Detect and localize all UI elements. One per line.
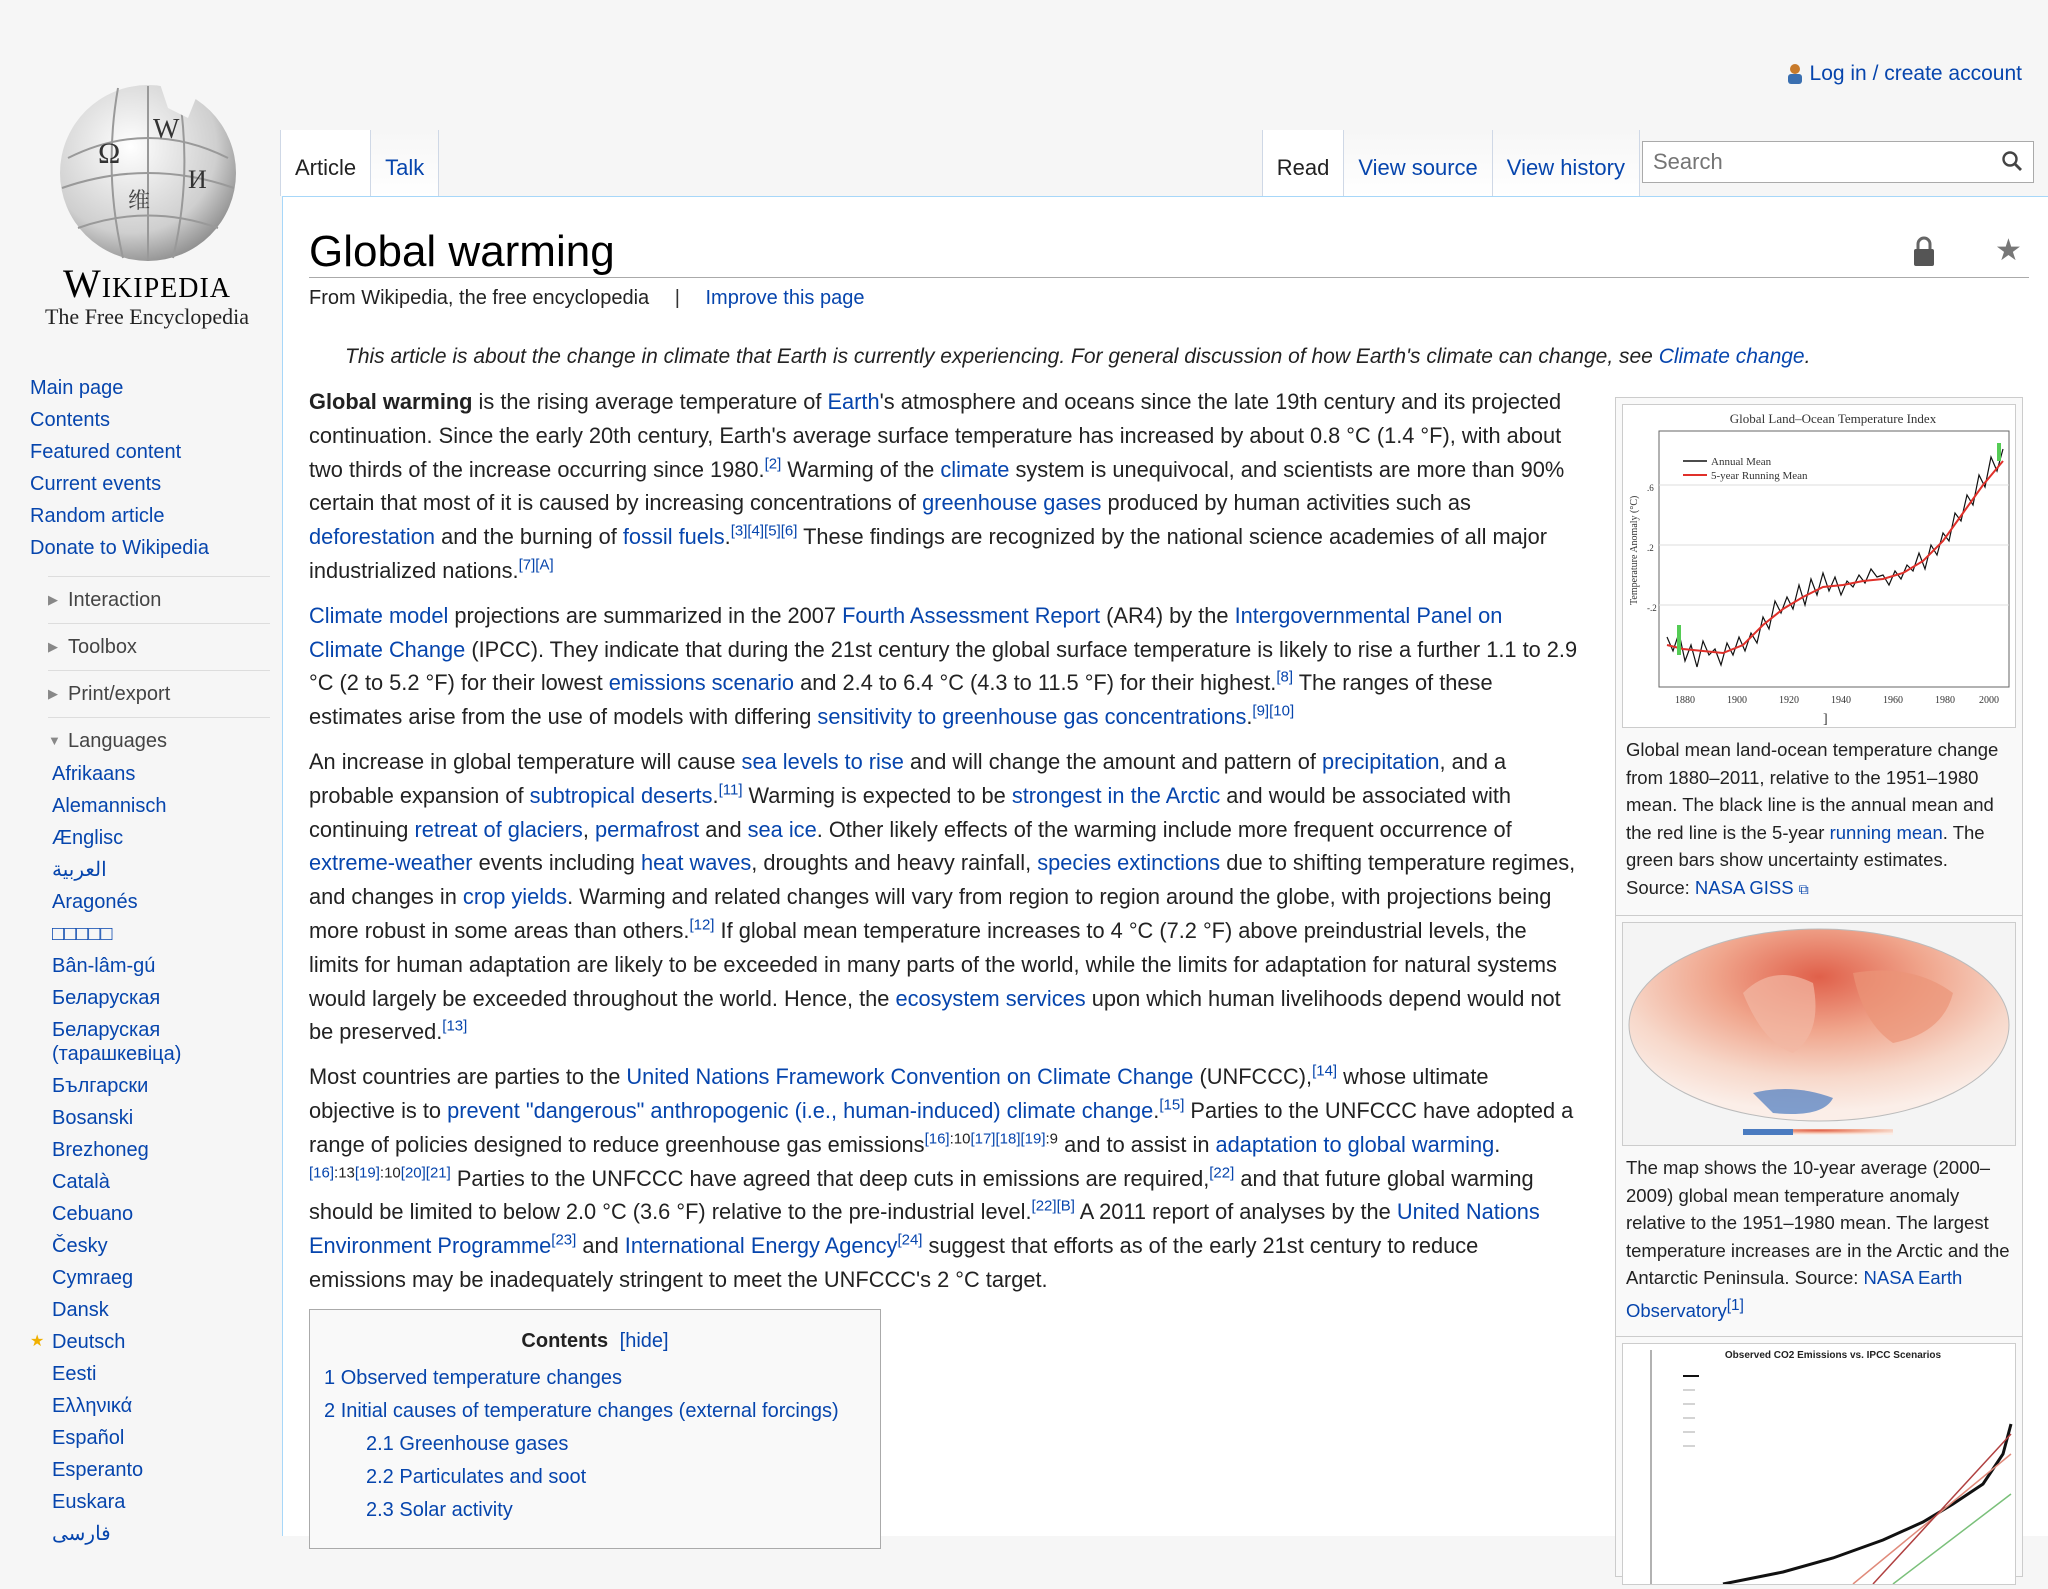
svg-text:.2: .2 bbox=[1647, 543, 1654, 553]
language-item-featured bbox=[30, 1326, 270, 1358]
sidebar bbox=[30, 372, 270, 1550]
tab-talk[interactable]: Talk bbox=[371, 130, 439, 196]
language-link[interactable]: فارسی bbox=[52, 1523, 111, 1545]
login-link[interactable]: Log in / create account bbox=[1809, 62, 2022, 85]
chevron-right-icon: ▶ bbox=[48, 639, 58, 654]
content-area bbox=[282, 196, 2048, 1536]
language-link[interactable]: Bosanski bbox=[52, 1107, 134, 1129]
hatnote bbox=[345, 345, 1810, 369]
toc-title: Contents bbox=[521, 1330, 609, 1352]
ref-link[interactable]: [1] bbox=[1726, 1296, 1744, 1314]
language-link[interactable]: Brezhoneg bbox=[52, 1139, 149, 1161]
hatnote-link[interactable]: Climate change bbox=[1658, 345, 1805, 368]
article-body bbox=[309, 385, 1579, 1308]
ref-link[interactable]: [20][21] bbox=[400, 1164, 451, 1182]
language-link[interactable]: Ελληνικά bbox=[52, 1395, 133, 1417]
link-greenhouse-gases[interactable]: greenhouse gases bbox=[922, 490, 1102, 516]
toc-text: Greenhouse gases bbox=[399, 1433, 569, 1455]
link-subtropical-deserts[interactable]: subtropical deserts bbox=[529, 782, 713, 808]
toc-number: 2 bbox=[324, 1400, 336, 1422]
portlet-languages[interactable] bbox=[48, 717, 270, 758]
wikipedia-logo[interactable] bbox=[28, 78, 258, 338]
thumb-caption-map bbox=[1622, 1146, 2016, 1330]
link-extreme-weather[interactable]: extreme-weather bbox=[309, 850, 473, 876]
toc-item[interactable] bbox=[310, 1428, 880, 1461]
tab-article[interactable]: Article bbox=[280, 130, 371, 196]
ref-link[interactable]: [9][10] bbox=[1252, 702, 1295, 720]
link-ecosystem-services[interactable]: ecosystem services bbox=[895, 985, 1086, 1011]
toc-number: 2.1 bbox=[366, 1433, 394, 1455]
logo-wordmark: Wikipedia bbox=[62, 261, 232, 306]
svg-text:.6: .6 bbox=[1647, 483, 1654, 493]
paragraph-3: An increase in global temperature will cause sea levels to rise and will change the amount and pattern of precipitation, and a probable expansion of subtropical deserts.[11] Warming is expected to be strongest in the Arctic and would be associated with continuing retreat of glaciers, permafrost and sea ice. Other likely effects of the warming include more frequent occurrence of extreme-weather events including heat waves, droughts and heavy rainfall, species extinctions due to shifting temperature regimes, and changes in crop yields. Warming and related changes will vary from region to region around the globe, with projections being more robust in some areas than others.[12] If global mean temperature increases to 4 °C (7.2 °F) above preindustrial levels, the limits for human adaptation are likely to be exceeded in many parts of the world, while the limits for adaptation for natural systems would largely be exceeded throughout the world. Hence, the ecosystem services upon which human livelihoods depend would not be preserved.[13] bbox=[309, 748, 1576, 1045]
ref-link[interactable]: [23] bbox=[551, 1231, 577, 1249]
temperature-chart-title: Global Land–Ocean Temperature Index bbox=[1729, 411, 1937, 426]
caption-text: The map shows the 10-year average (2000–2009) global mean temperature anomaly relative to the 1951–1980 mean. The largest temperature increases are in the Arctic and the Antarctic Peninsula. Source: bbox=[1626, 1157, 2010, 1288]
link-crop-yields[interactable]: crop yields bbox=[462, 884, 568, 910]
view-tabs bbox=[1262, 130, 1640, 196]
link-climate[interactable]: climate bbox=[940, 456, 1010, 482]
svg-text:И: И bbox=[188, 165, 207, 194]
ref-link[interactable]: [22] bbox=[1209, 1164, 1235, 1182]
co2-chart-image[interactable] bbox=[1622, 1343, 2016, 1585]
portlet-interaction[interactable] bbox=[48, 576, 270, 623]
thumb-temperature-index bbox=[1615, 397, 2023, 916]
svg-text:]: ] bbox=[1823, 712, 1828, 725]
hatnote-text: This article is about the change in climate that Earth is currently experiencing. For general discussion of how Earth's climate can change, see bbox=[345, 345, 1659, 368]
link-climate-model[interactable]: Climate model bbox=[309, 602, 449, 628]
featured-star-icon: ★ bbox=[30, 1333, 45, 1350]
search-input[interactable] bbox=[1651, 142, 1985, 182]
language-link[interactable]: Español bbox=[52, 1427, 125, 1449]
thumb-temperature-map bbox=[1615, 916, 2023, 1337]
ref-link[interactable]: [2] bbox=[764, 455, 782, 473]
co2-chart-title: Observed CO2 Emissions vs. IPCC Scenarios bbox=[1724, 1350, 1942, 1362]
ref-link[interactable]: [11] bbox=[718, 781, 743, 799]
ref-link[interactable]: [16] bbox=[309, 1164, 335, 1182]
paragraph-4: Most countries are parties to the United Nations Framework Convention on Climate Change (UNFCCC),[14] whose ultimate objective is to prevent "dangerous" anthropogenic (i.e., human-induced) climate change.[15] Parties to the UNFCCC have adopted a range of policies designed to reduce greenhouse gas emissions$^{[16]:10[17][18][19]:9}$ and to assist in adaptation to global warming.[16]:13[19]:10[20][21] Parties to the UNFCCC have agreed that deep cuts in emissions are required,[22] and that future global warming should be limited to below 2.0 °C (3.6 °F) relative to the pre-industrial level.[22][B] A 2011 report of analyses by the United Nations Environment Programme[23] and International Energy Agency[24] suggest that efforts as of the early 21st century to reduce emissions may be inadequately stringent to meet the UNFCCC's 2 °C target. bbox=[309, 1062, 1574, 1292]
link-climate-sensitivity[interactable]: sensitivity to greenhouse gas concentrations bbox=[817, 704, 1247, 730]
ref-link[interactable]: [19] bbox=[354, 1164, 380, 1182]
link-sea-level-rise[interactable]: sea levels to rise bbox=[741, 748, 904, 774]
ref-link[interactable]: [8] bbox=[1276, 669, 1294, 687]
language-link[interactable]: Česky bbox=[52, 1235, 108, 1257]
personal-tools bbox=[1786, 62, 2022, 86]
svg-text:-.2: -.2 bbox=[1647, 603, 1657, 613]
svg-text:1880: 1880 bbox=[1675, 695, 1695, 706]
portlet-interaction-label: Interaction bbox=[68, 589, 162, 611]
language-link[interactable]: Беларуская (тарашкевіца) bbox=[52, 1019, 182, 1065]
hatnote-end: . bbox=[1804, 345, 1811, 368]
site-sub-text: From Wikipedia, the free encyclopedia bbox=[309, 287, 650, 309]
toc-text: Initial causes of temperature changes (external forcings) bbox=[340, 1400, 839, 1422]
link-sea-ice[interactable]: sea ice bbox=[747, 816, 817, 842]
link-adaptation[interactable]: adaptation to global warming bbox=[1215, 1131, 1495, 1157]
chevron-down-icon: ▼ bbox=[48, 733, 61, 748]
ref-link[interactable]: [13] bbox=[442, 1018, 468, 1036]
language-link[interactable]: Dansk bbox=[52, 1299, 109, 1321]
link-unep[interactable]: United Nations Environment Programme bbox=[309, 1199, 1540, 1259]
sidebar-item-featured-content[interactable]: Featured content bbox=[30, 441, 182, 463]
svg-text:5-year Running Mean: 5-year Running Mean bbox=[1711, 470, 1808, 482]
link-prevent-dangerous[interactable]: prevent "dangerous" anthropogenic (i.e., human-induced) climate change bbox=[447, 1097, 1154, 1123]
chevron-right-icon: ▶ bbox=[48, 592, 58, 607]
language-link[interactable]: Cebuano bbox=[52, 1203, 134, 1225]
link-arctic[interactable]: strongest in the Arctic bbox=[1011, 782, 1221, 808]
language-link[interactable]: Bân-lâm-gú bbox=[52, 955, 156, 977]
paragraph-1: Global warming is the rising average temperature of Earth's atmosphere and oceans since the late 19th century and its projected continuation. Since the early 20th century, Earth's average surface temperature has increased by about 0.8 °C (1.4 °F), with about two thirds of the increase occurring since 1980.[2] Warming of the climate system is unequivocal, and scientists are more than 90% certain that most of it is caused by increasing concentrations of greenhouse gases produced by human activities such as deforestation and the burning of fossil fuels.[3][4][5][6] These findings are recognized by the national science academies of all major industrialized nations.[7][A] bbox=[309, 389, 1565, 583]
toc-header bbox=[310, 1330, 880, 1362]
link-species-extinctions[interactable]: species extinctions bbox=[1037, 850, 1221, 876]
language-link[interactable]: Aragonés bbox=[52, 891, 138, 913]
language-link[interactable]: Deutsch bbox=[52, 1331, 126, 1353]
wikipedia-globe-icon bbox=[48, 78, 248, 268]
link-permafrost[interactable]: permafrost bbox=[594, 816, 700, 842]
svg-text:维: 维 bbox=[128, 188, 151, 213]
tab-read[interactable]: Read bbox=[1262, 130, 1345, 196]
sidebar-navigation bbox=[30, 372, 270, 564]
toc-text: Solar activity bbox=[399, 1499, 513, 1521]
tab-view-source[interactable]: View source bbox=[1344, 130, 1492, 196]
link-precipitation[interactable]: precipitation bbox=[1321, 748, 1440, 774]
namespace-tabs bbox=[280, 130, 439, 196]
toc-item[interactable] bbox=[310, 1494, 880, 1527]
toc-text: Observed temperature changes bbox=[340, 1367, 622, 1389]
watch-star-icon[interactable]: ★ bbox=[1995, 234, 2022, 267]
toc-number: 2.3 bbox=[366, 1499, 394, 1521]
ref-link[interactable]: [17][18][19] bbox=[970, 1130, 1046, 1148]
svg-text:1980: 1980 bbox=[1935, 695, 1955, 706]
sidebar-item-main-page[interactable]: Main page bbox=[30, 377, 124, 399]
toc-number: 2.2 bbox=[366, 1466, 394, 1488]
svg-text:1920: 1920 bbox=[1779, 695, 1799, 706]
chevron-right-icon: ▶ bbox=[48, 686, 58, 701]
ref-link[interactable]: [15] bbox=[1159, 1096, 1185, 1114]
sidebar-item-current-events[interactable]: Current events bbox=[30, 473, 162, 495]
portlet-toolbox[interactable] bbox=[48, 623, 270, 670]
language-link[interactable]: Alemannisch bbox=[52, 795, 167, 817]
language-link[interactable]: Ænglisc bbox=[52, 827, 124, 849]
svg-text:W: W bbox=[153, 114, 180, 145]
language-link[interactable]: Eesti bbox=[52, 1363, 97, 1385]
sidebar-item-donate[interactable]: Donate to Wikipedia bbox=[30, 537, 209, 559]
co2-emissions-chart bbox=[1623, 1344, 2015, 1584]
link-iea[interactable]: International Energy Agency bbox=[624, 1233, 898, 1259]
svg-text:Temperature Anomaly (°C): Temperature Anomaly (°C) bbox=[1629, 495, 1640, 605]
toc-item[interactable] bbox=[310, 1461, 880, 1494]
table-of-contents bbox=[309, 1309, 881, 1549]
portlet-print-export[interactable] bbox=[48, 670, 270, 717]
sidebar-item-random-article[interactable]: Random article bbox=[30, 505, 165, 527]
language-link[interactable]: العربية bbox=[52, 859, 107, 881]
ref-link[interactable]: [7][A] bbox=[518, 556, 554, 574]
running-mean-link[interactable]: running mean bbox=[1829, 821, 1943, 843]
svg-text:Ω: Ω bbox=[98, 137, 121, 170]
language-link[interactable]: Cymraeg bbox=[52, 1267, 134, 1289]
ref-link[interactable]: [12] bbox=[689, 916, 715, 934]
toc-text: Particulates and soot bbox=[399, 1466, 587, 1488]
link-ipcc[interactable]: Intergovernmental Panel on Climate Change bbox=[309, 602, 1503, 662]
link-ar4[interactable]: Fourth Assessment Report bbox=[842, 602, 1101, 628]
external-link-icon: ⧉ bbox=[1798, 880, 1809, 897]
temperature-anomaly-map bbox=[1623, 923, 2015, 1143]
toc-number: 1 bbox=[324, 1367, 336, 1389]
temperature-chart-image[interactable] bbox=[1622, 404, 2016, 728]
link-fossil-fuels[interactable]: fossil fuels bbox=[622, 524, 725, 550]
lock-icon bbox=[1913, 235, 1935, 267]
caption-text: Global mean land-ocean temperature change from 1880–2011, relative to the 1951–1980 mean. The black line is the annual mean and the red line is the 5-year bbox=[1626, 739, 1999, 843]
svg-text:1940: 1940 bbox=[1831, 695, 1851, 706]
ref-link[interactable]: [16] bbox=[924, 1130, 950, 1148]
portlet-languages-label: Languages bbox=[68, 730, 167, 752]
sidebar-item-contents[interactable]: Contents bbox=[30, 409, 111, 431]
language-link[interactable]: Afrikaans bbox=[52, 763, 136, 785]
caption-text: . The green bars show uncertainty estimates. Source: bbox=[1626, 821, 1985, 898]
page-title: Global warming bbox=[309, 227, 615, 276]
portlet-print-label: Print/export bbox=[68, 683, 171, 705]
temperature-chart bbox=[1623, 405, 2015, 725]
language-link[interactable]: Euskara bbox=[52, 1491, 126, 1513]
nasa-giss-link[interactable]: NASA GISS bbox=[1694, 876, 1794, 898]
ref-link[interactable]: [24] bbox=[897, 1231, 923, 1249]
user-icon bbox=[1786, 63, 1804, 85]
svg-text:1900: 1900 bbox=[1727, 695, 1747, 706]
ref-link[interactable]: [22][B] bbox=[1031, 1198, 1075, 1216]
search-icon[interactable] bbox=[2001, 150, 2023, 172]
svg-text:1960: 1960 bbox=[1883, 695, 1903, 706]
language-link[interactable]: Български bbox=[52, 1075, 149, 1097]
language-link[interactable]: Català bbox=[52, 1171, 110, 1193]
link-heat-waves[interactable]: heat waves bbox=[640, 850, 752, 876]
toc-item[interactable] bbox=[310, 1395, 880, 1428]
svg-text:2000: 2000 bbox=[1979, 695, 1999, 706]
link-deforestation[interactable]: deforestation bbox=[309, 524, 436, 550]
link-emissions-scenario[interactable]: emissions scenario bbox=[608, 670, 795, 696]
ref-link[interactable]: [14] bbox=[1312, 1062, 1338, 1080]
language-link[interactable]: Esperanto bbox=[52, 1459, 144, 1481]
portlet-toolbox-label: Toolbox bbox=[68, 636, 137, 658]
link-retreat-of-glaciers[interactable]: retreat of glaciers bbox=[414, 816, 583, 842]
logo-tagline: The Free Encyclopedia bbox=[44, 304, 249, 329]
svg-text:Annual Mean: Annual Mean bbox=[1711, 456, 1772, 468]
title-divider bbox=[309, 277, 2029, 278]
separator: | bbox=[674, 287, 680, 309]
infobox bbox=[1615, 397, 2023, 1577]
nasa-earth-observatory-link[interactable]: NASA Earth Observatory bbox=[1626, 1267, 1963, 1321]
thumb-co2-emissions bbox=[1615, 1337, 2023, 1577]
language-link[interactable]: Беларуская bbox=[52, 987, 161, 1009]
temperature-map-image[interactable] bbox=[1622, 922, 2016, 1146]
improve-page-link[interactable]: Improve this page bbox=[705, 287, 865, 309]
search-box bbox=[1642, 141, 2034, 183]
toc-hide-toggle[interactable]: [hide] bbox=[619, 1330, 669, 1352]
toc-list bbox=[310, 1362, 880, 1527]
language-list bbox=[30, 758, 270, 1550]
ref-link[interactable]: [3][4][5][6] bbox=[730, 522, 798, 540]
tab-view-history[interactable]: View history bbox=[1493, 130, 1640, 196]
thumb-caption-temperature bbox=[1622, 728, 2016, 909]
paragraph-2: Climate model projections are summarized in the 2007 Fourth Assessment Report (AR4) by the Intergovernmental Panel on Climate Change (IPCC). They indicate that during the 21st century the global surface temperature is likely to rise a further 1.1 to 2.9 °C (2 to 5.2 °F) for their lowest emissions scenario and 2.4 to 6.4 °C (4.3 to 11.5 °F) for their highest.[8] The ranges of these estimates arise from the use of models with differing sensitivity to greenhouse gas concentrations.[9][10] bbox=[309, 602, 1578, 730]
link-unfccc[interactable]: United Nations Framework Convention on Climate Change bbox=[626, 1064, 1194, 1090]
site-subtitle bbox=[309, 287, 864, 310]
link-earth[interactable]: Earth bbox=[827, 389, 880, 414]
language-link[interactable]: □□□□□ bbox=[52, 923, 113, 945]
toc-item[interactable] bbox=[310, 1362, 880, 1395]
